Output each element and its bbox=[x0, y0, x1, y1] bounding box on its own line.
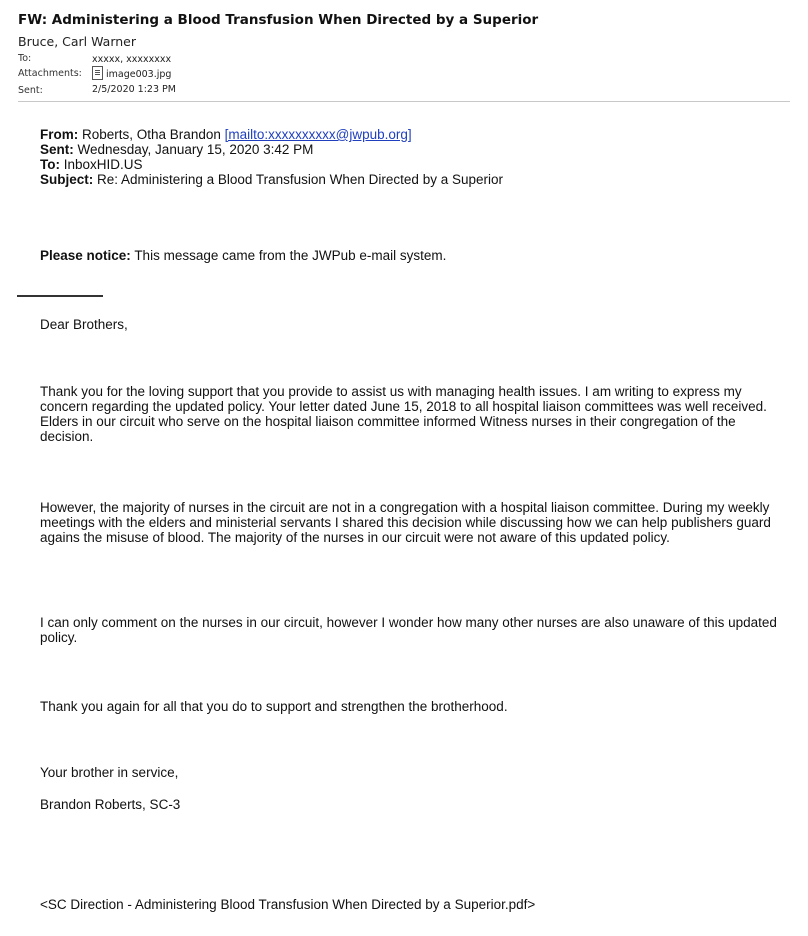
attachment-name[interactable]: image003.jpg bbox=[106, 69, 172, 80]
header-divider bbox=[18, 101, 790, 102]
paragraph-1: Thank you for the loving support that you provide to assist us with managing health issues. I am writing to express my concern regarding the updated policy. Your letter dated June 15, 2018 to all hospital liaison committees was well received. Elders in our circuit who serve on the hospital liaison committee informed Witness nurses in their congregation of the decision. bbox=[40, 384, 767, 444]
notice-line bbox=[40, 248, 785, 263]
forwarded-header bbox=[40, 127, 785, 187]
attachment-item[interactable] bbox=[92, 66, 171, 80]
attachment-reference: <SC Direction - Administering Blood Transfusion When Directed by a Superior.pdf> bbox=[40, 897, 536, 912]
paragraph-4: Thank you again for all that you do to support and strengthen the brotherhood. bbox=[40, 699, 508, 714]
greeting: Dear Brothers, bbox=[40, 317, 128, 332]
notice-text: This message came from the JWPub e-mail system. bbox=[134, 248, 447, 263]
signature: Brandon Roberts, SC-3 bbox=[40, 797, 181, 812]
to-value[interactable]: xxxxx, xxxxxxxx bbox=[92, 54, 172, 65]
signature-separator bbox=[17, 295, 103, 297]
notice-label: Please notice: bbox=[40, 248, 131, 263]
fwd-sent-line bbox=[40, 142, 785, 157]
fwd-from-line bbox=[40, 127, 785, 142]
sent-label: Sent: bbox=[18, 85, 43, 96]
fwd-subject-line bbox=[40, 172, 785, 187]
fwd-sent-label: Sent: bbox=[40, 142, 74, 157]
closing: Your brother in service, bbox=[40, 765, 179, 780]
file-icon bbox=[92, 66, 103, 80]
fwd-from-name: Roberts, Otha Brandon bbox=[82, 127, 221, 142]
fwd-to-line bbox=[40, 157, 785, 172]
paragraph-2: However, the majority of nurses in the circuit are not in a congregation with a hospital liaison committee. During my weekly meetings with the elders and ministerial servants I shared this decision while discussing how we can help publishers guard agains the misuse of blood. The majority of the nurses in our circuit were not aware of this updated policy. bbox=[40, 500, 771, 545]
sent-value: 2/5/2020 1:23 PM bbox=[92, 84, 176, 95]
email-sender[interactable]: Bruce, Carl Warner bbox=[18, 34, 137, 49]
email-subject: FW: Administering a Blood Transfusion When Directed by a Superior bbox=[18, 12, 539, 28]
to-label: To: bbox=[18, 53, 32, 64]
fwd-from-mailto-link[interactable]: [mailto:xxxxxxxxxx@jwpub.org] bbox=[224, 127, 412, 142]
paragraph-3: I can only comment on the nurses in our circuit, however I wonder how many other nurses are also unaware of this updated policy. bbox=[40, 615, 777, 645]
fwd-sent-value: Wednesday, January 15, 2020 3:42 PM bbox=[77, 142, 314, 157]
fwd-to-label: To: bbox=[40, 157, 60, 172]
fwd-to-value: InboxHID.US bbox=[63, 157, 143, 172]
fwd-subject-label: Subject: bbox=[40, 172, 94, 187]
fwd-subject-value: Re: Administering a Blood Transfusion When Directed by a Superior bbox=[97, 172, 503, 187]
fwd-from-label: From: bbox=[40, 127, 79, 142]
attachments-label: Attachments: bbox=[18, 68, 82, 79]
